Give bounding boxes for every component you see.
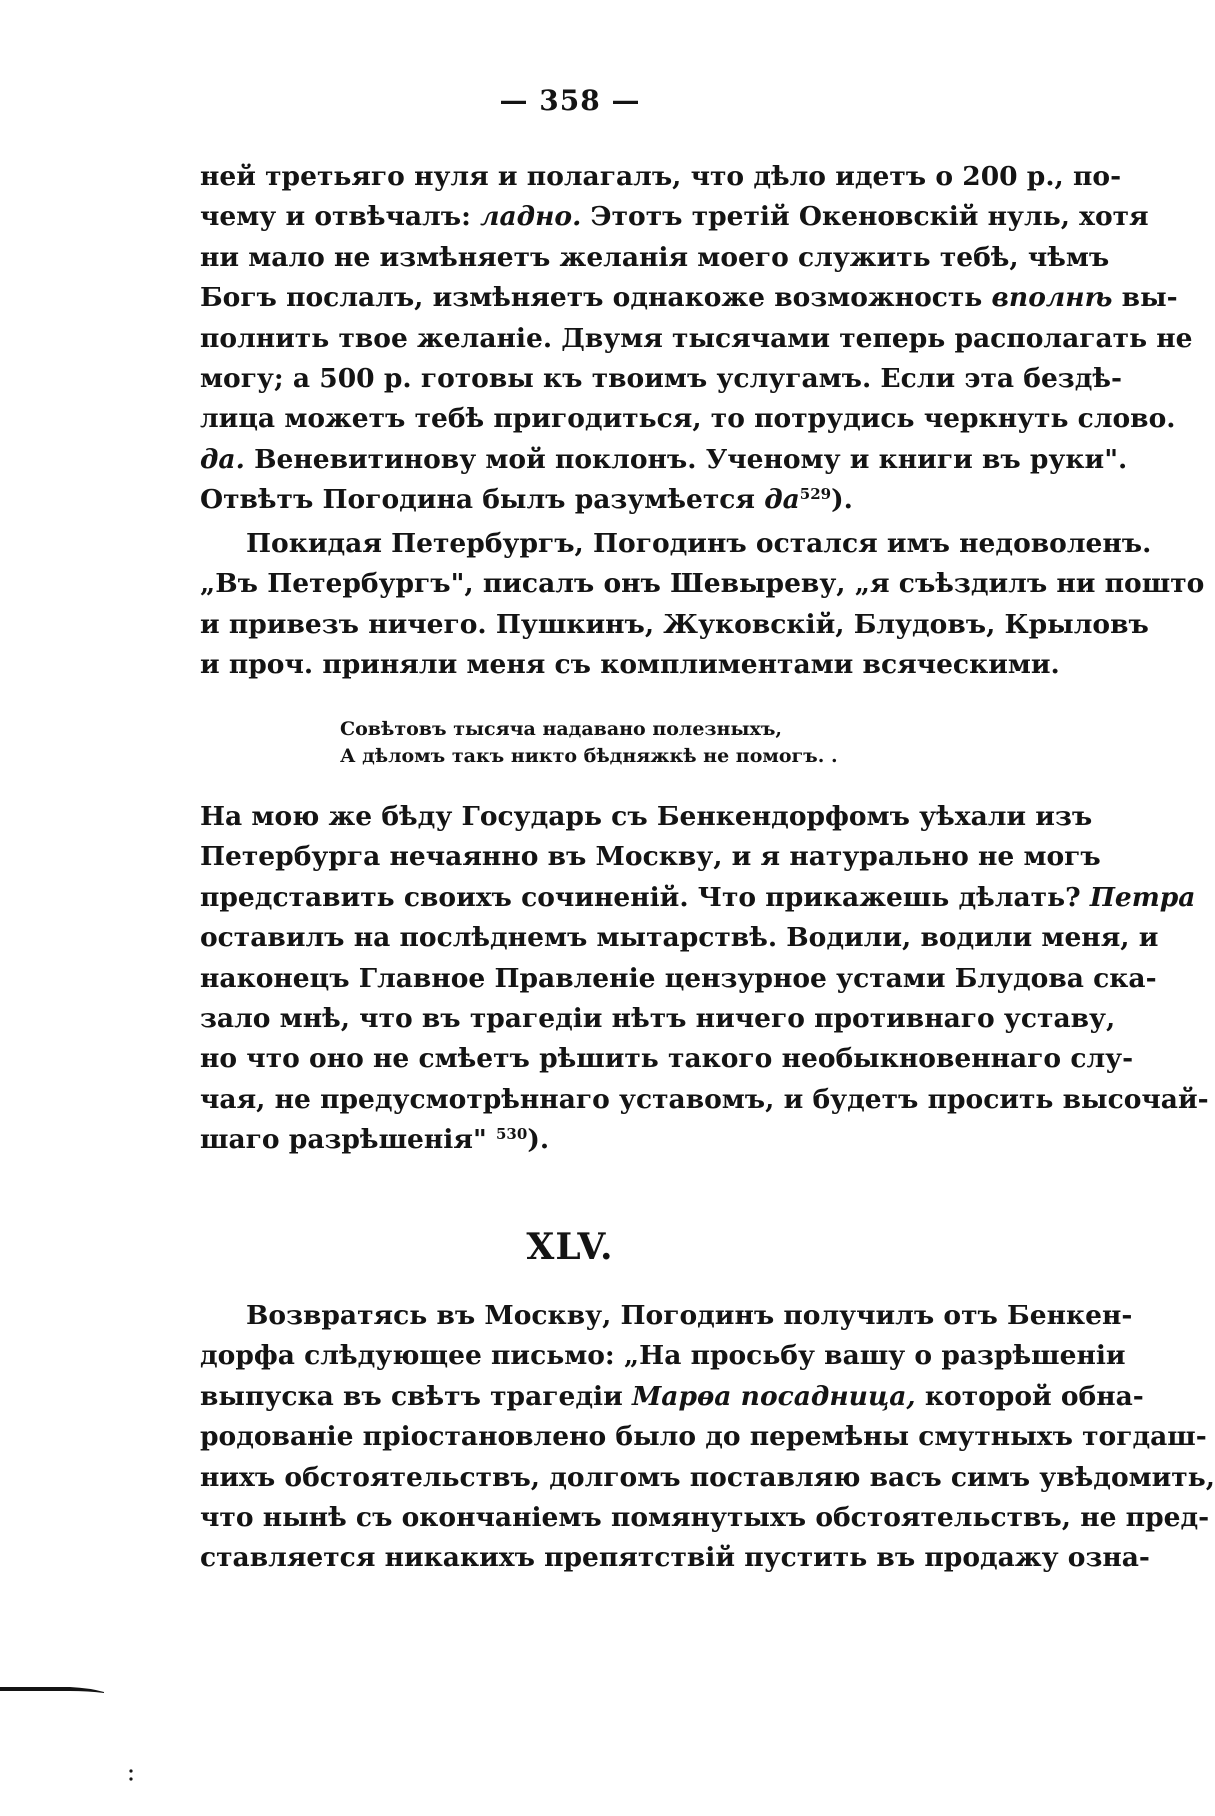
text-line: ни мало не измѣняетъ желанія моего служить тебѣ, чѣмъ [200, 241, 1110, 273]
text-line: лица можетъ тебѣ пригодиться, то потрудись черкнуть слово. [200, 403, 1176, 435]
text-line: наконецъ Главное Правленіе цензурное устами Блудова ска- [200, 962, 1157, 994]
paragraph-4 [200, 1296, 1215, 1579]
text-line: представить своихъ сочиненій. Что прикажешь дѣлать? Петра [200, 881, 1196, 913]
text-line: Покидая Петербургъ, Погодинъ остался имъ недоволенъ. [246, 528, 1152, 559]
text-line: Богъ послалъ, измѣняетъ однакоже возможность вполнѣ вы- [200, 282, 1178, 314]
italic-text: ладно. [480, 201, 582, 233]
text-line: зало мнѣ, что въ трагедіи нѣтъ ничего противнаго уставу, [200, 1002, 1116, 1034]
page-number: — 358 — [499, 84, 641, 117]
text-line: Отвѣтъ Погодина былъ разумѣется $да^{529}$). [200, 484, 853, 516]
paragraph-1 [200, 157, 1193, 521]
italic-text: да. [200, 443, 245, 475]
text-line: нихъ обстоятельствъ, долгомъ поставляю васъ симъ увѣдомить, [200, 1461, 1215, 1493]
paragraph-2 [200, 524, 1205, 686]
italic-text: Марѳа посадница, [631, 1380, 916, 1412]
text-line: дорфа слѣдующее письмо: „На просьбу вашу о разрѣшеніи [200, 1340, 1126, 1372]
footnote-ref: 529 [799, 485, 832, 504]
text-line: На мою же бѣду Государь съ Бенкендорфомъ уѣхали изъ [200, 801, 1093, 832]
text-line: чая, не предусмотрѣннаго уставомъ, и будетъ просить высочай- [200, 1083, 1209, 1115]
verse-line: А дѣломъ такъ никто бѣдняжкѣ не помогъ. . [340, 745, 838, 767]
italic-text: Петра [1089, 881, 1196, 913]
text-line: да. Веневитинову мой поклонъ. Ученому и книги въ руки". [200, 443, 1128, 475]
text-line: „Въ Петербургъ", писалъ онъ Шевыреву, „я съѣздилъ ни пошто [200, 568, 1205, 600]
text-line: выпуска въ свѣтъ трагедіи Марѳа посадница, которой обна- [200, 1380, 1144, 1412]
text-line: полнить твое желаніе. Двумя тысячами теперь располагать не [200, 322, 1193, 354]
chapter-heading: XLV. [526, 1226, 614, 1268]
verse-line: Совѣтовъ тысяча надавано полезныхъ, [340, 718, 783, 740]
scan-artifact-mark [0, 1684, 105, 1694]
text-line: ставляется никакихъ препятствій пустить въ продажу озна- [200, 1542, 1150, 1574]
text-line: могу; а 500 р. готовы къ твоимъ услугамъ. Если эта бездѣ- [200, 362, 1123, 394]
text-line: ней третьяго нуля и полагалъ, что дѣло идетъ о 200 р., по- [200, 161, 1122, 192]
text-line: родованіе пріостановлено было до перемѣны смутныхъ тогдаш- [200, 1421, 1207, 1453]
text-line: оставилъ на послѣднемъ мытарствѣ. Водили, водили меня, и [200, 922, 1159, 954]
text-line: чему и отвѣчалъ: ладно. Этотъ третій Океновскій нуль, хотя [200, 201, 1149, 233]
paragraph-3 [200, 797, 1209, 1161]
italic-text: да [764, 484, 800, 516]
scan-artifact-dots [128, 1768, 134, 1782]
verse-quote [340, 716, 900, 770]
text-line: шаго разрѣшенія" $^{530}$). [200, 1124, 550, 1156]
text-line: но что оно не смѣетъ рѣшить такого необыкновеннаго слу- [200, 1043, 1134, 1075]
text-line: Возвратясь въ Москву, Погодинъ получилъ отъ Бенкен- [246, 1300, 1133, 1331]
text-line: что нынѣ съ окончаніемъ помянутыхъ обстоятельствъ, не пред- [200, 1501, 1210, 1533]
text-line: и проч. приняли меня съ комплиментами всяческими. [200, 649, 1060, 681]
footnote-ref: 530 [496, 1125, 528, 1144]
text-line: и привезъ ничего. Пушкинъ, Жуковскій, Блудовъ, Крыловъ [200, 608, 1149, 640]
italic-text: вполнѣ [991, 282, 1113, 314]
text-line: Петербурга нечаянно въ Москву, и я натурально не могъ [200, 841, 1101, 873]
